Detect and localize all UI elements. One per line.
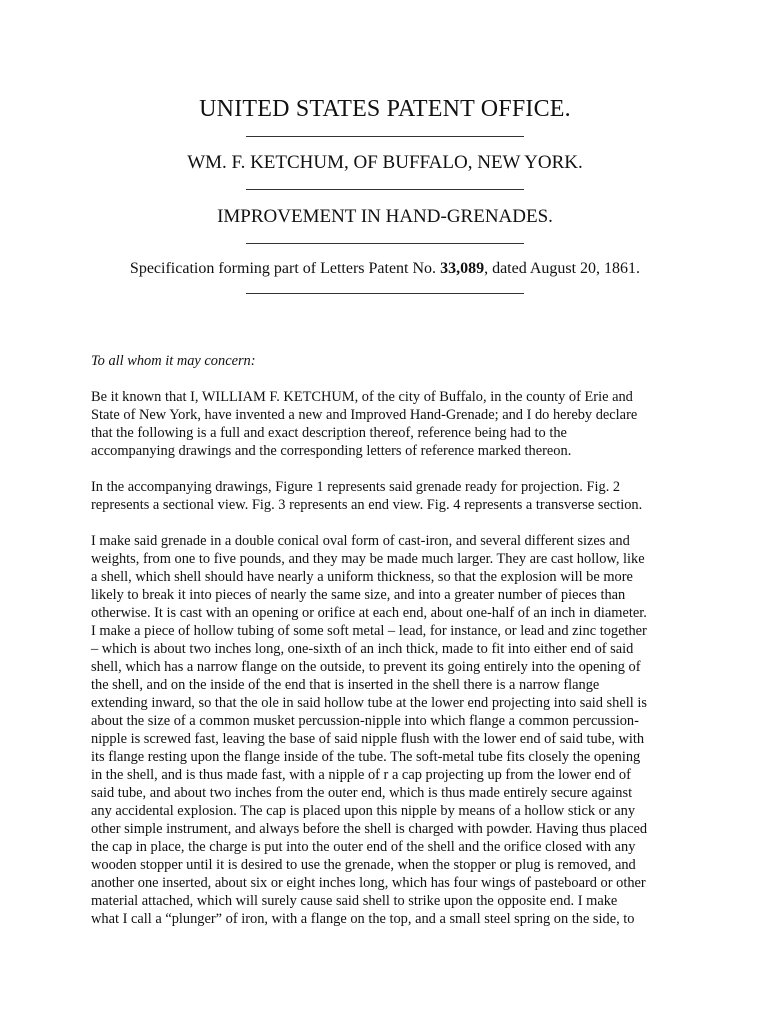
invention-title: IMPROVEMENT IN HAND-GRENADES.: [217, 206, 553, 227]
text-line: other simple instrument, and always before the shell is charged with powder. Having thus placed: [91, 821, 648, 837]
text-line: another one inserted, about six or eight inches long, which has four wings of pasteboard or other: [91, 875, 646, 891]
salutation: To all whom it may concern:: [91, 353, 256, 369]
text-line: shell, which has a narrow flange on the outside, to prevent its going entirely into the opening of: [91, 659, 641, 675]
specification-line: [0, 258, 770, 280]
patent-header: [0, 94, 770, 294]
text-line: in the shell, and is thus made fast, with a nipple of r a cap projecting up from the lower end of: [91, 767, 631, 783]
paragraph-introduction: [91, 388, 683, 460]
divider-rule: [246, 243, 524, 244]
patent-body: [91, 352, 683, 946]
divider-rule: [246, 293, 524, 294]
text-line: extending inward, so that the ole in said hollow tube at the lower end projecting into said shell is: [91, 695, 647, 711]
paragraph-description: [91, 532, 683, 928]
inventor-line: WM. F. KETCHUM, OF BUFFALO, NEW YORK.: [187, 152, 583, 173]
specification-prefix: Specification forming part of Letters Patent No.: [129, 260, 441, 277]
patent-number: 33,089: [440, 260, 485, 277]
text-line: wooden stopper until it is desired to use the grenade, when the stopper or plug is removed, and: [91, 857, 636, 873]
text-line: weights, from one to five pounds, and they may be made much larger. They are cast hollow, like: [91, 551, 645, 567]
text-line: that the following is a full and exact description thereof, reference being had to the: [91, 425, 567, 441]
text-line: material attached, which will surely cause said shell to strike upon the opposite end. I make: [91, 893, 618, 909]
paragraph-drawings: [91, 478, 683, 514]
text-line: otherwise. It is cast with an opening or orifice at each end, about one-half of an inch in diameter.: [91, 605, 647, 621]
divider-rule: [246, 136, 524, 137]
text-line: a shell, which shell should have nearly a uniform thickness, so that the explosion will be more: [91, 569, 633, 585]
text-line: In the accompanying drawings, Figure 1 represents said grenade ready for projection. Fig. 2: [91, 479, 621, 495]
text-line: likely to break it into pieces of nearly the same size, and into a greater number of pieces than: [91, 587, 626, 603]
text-line: its flange resting upon the flange inside of the tube. The soft-metal tube fits closely the opening: [91, 749, 641, 765]
text-line: what I call a “plunger” of iron, with a flange on the top, and a small steel spring on the side, to: [91, 911, 635, 927]
specification-date: , dated August 20, 1861.: [484, 260, 641, 277]
text-line: Be it known that I, WILLIAM F. KETCHUM, of the city of Buffalo, in the county of Erie and: [91, 389, 633, 405]
text-line: the cap in place, the charge is put into the outer end of the shell and the orifice closed with any: [91, 839, 636, 855]
text-line: State of New York, have invented a new and Improved Hand-Grenade; and I do hereby declare: [91, 407, 638, 423]
text-line: said tube, and about two inches from the outer end, which is thus made entirely secure against: [91, 785, 633, 801]
text-line: – which is about two inches long, one-sixth of an inch thick, made to fit into either end of said: [91, 641, 634, 657]
text-line: any accidental explosion. The cap is placed upon this nipple by means of a hollow stick or any: [91, 803, 636, 819]
text-line: about the size of a common musket percussion-nipple into which flange a common percussion-: [91, 713, 639, 729]
office-title: UNITED STATES PATENT OFFICE.: [199, 96, 571, 122]
text-line: represents a sectional view. Fig. 3 represents an end view. Fig. 4 represents a transverse section.: [91, 497, 643, 513]
text-line: accompanying drawings and the corresponding letters of reference marked thereon.: [91, 443, 572, 459]
text-line: I make said grenade in a double conical oval form of cast-iron, and several different sizes and: [91, 533, 630, 549]
text-line: the shell, and on the inside of the end that is inserted in the shell there is a narrow flange: [91, 677, 600, 693]
text-line: nipple is screwed fast, leaving the base of said nipple flush with the lower end of said tube, with: [91, 731, 645, 747]
text-line: I make a piece of hollow tubing of some soft metal – lead, for instance, or lead and zinc together: [91, 623, 647, 639]
divider-rule: [246, 189, 524, 190]
